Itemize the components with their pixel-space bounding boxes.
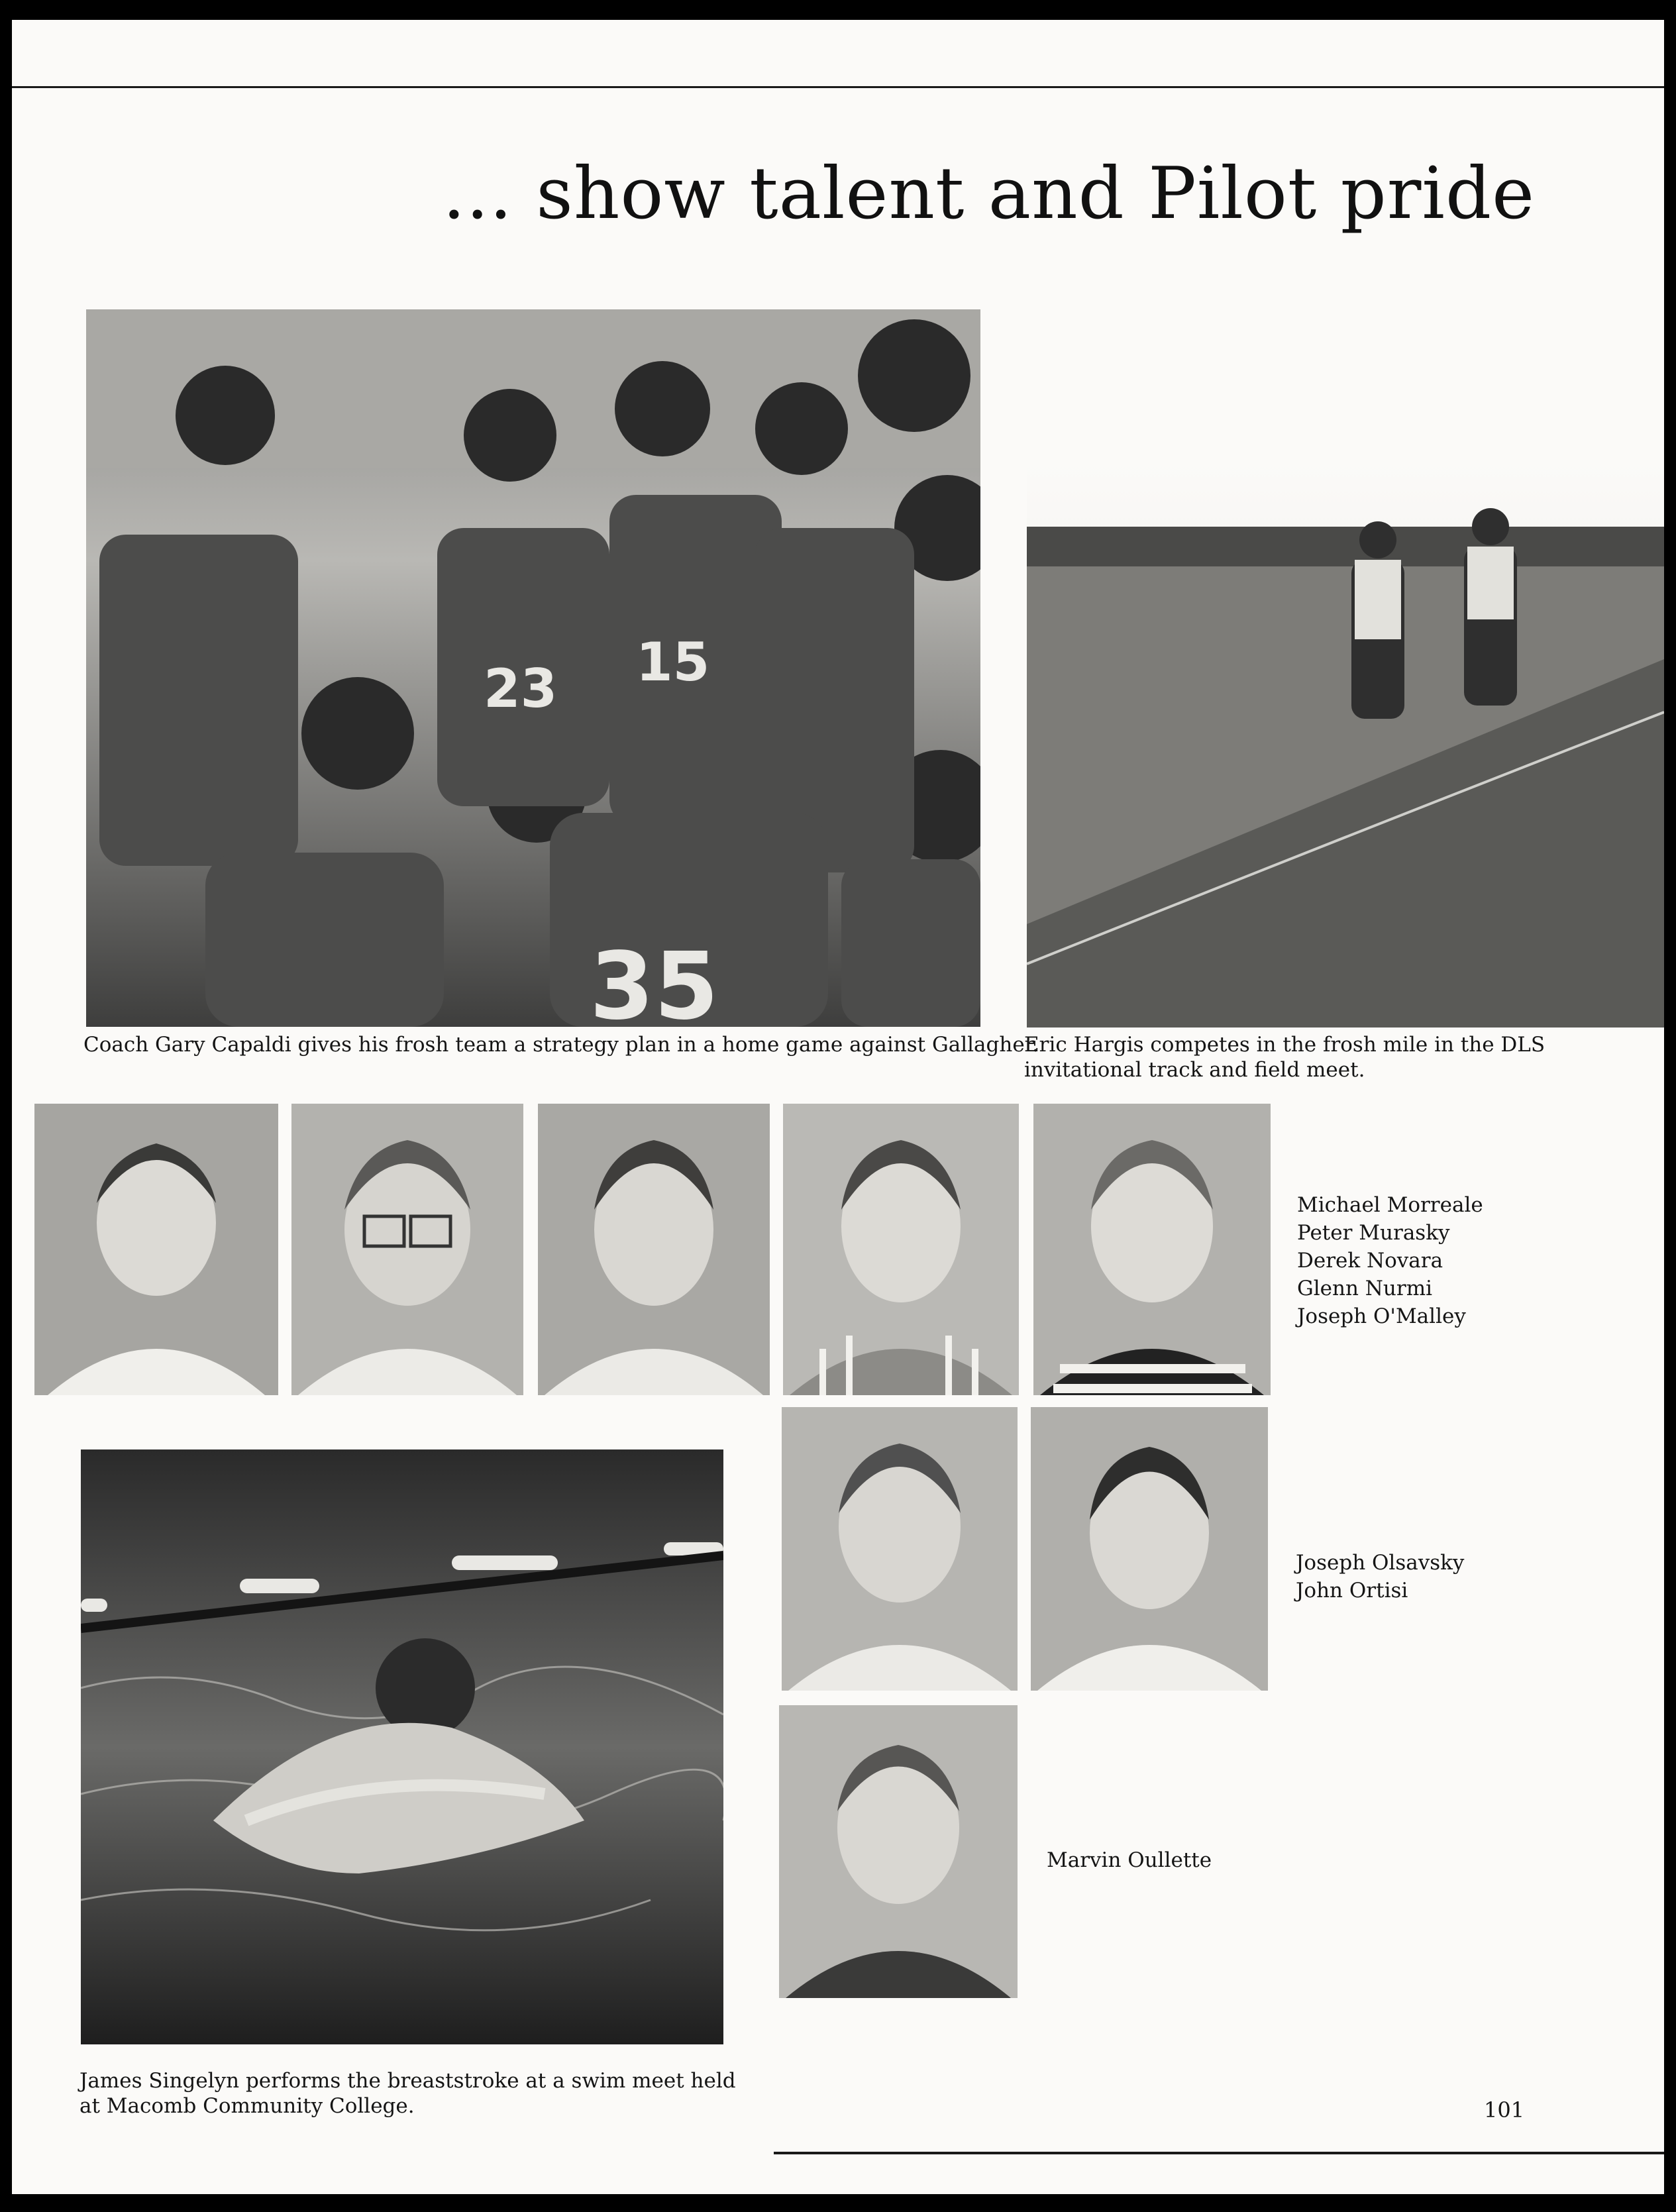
page-number: 101 <box>1484 2097 1525 2123</box>
portrait-joseph-omalley <box>1033 1104 1271 1395</box>
student-name: Michael Morreale <box>1297 1193 1483 1217</box>
basketball-huddle-photo <box>86 309 980 1027</box>
track-caption: Eric Hargis competes in the frosh mile in the DLS invitational track and field meet. <box>1024 1033 1545 1082</box>
names-row-1 <box>1297 1191 1483 1330</box>
portrait-marvin-oullette <box>779 1705 1018 1998</box>
svg-text:23: 23 <box>484 658 558 719</box>
portrait-glenn-nurmi <box>783 1104 1019 1395</box>
names-row-3 <box>1047 1846 1212 1874</box>
top-rule <box>12 86 1664 88</box>
portrait-joseph-olsavsky <box>782 1407 1018 1691</box>
portrait-michael-morreale <box>34 1104 278 1395</box>
portrait-peter-murasky <box>291 1104 523 1395</box>
bottom-rule <box>774 2152 1664 2154</box>
student-name: Glenn Nurmi <box>1297 1277 1433 1300</box>
student-name: Marvin Oullette <box>1047 1848 1212 1872</box>
portrait-derek-novara <box>538 1104 770 1395</box>
track-meet-photo <box>1027 460 1664 1027</box>
student-name: John Ortisi <box>1296 1579 1408 1603</box>
svg-text:35: 35 <box>590 933 719 1027</box>
page-title: ... show talent and Pilot pride <box>443 152 1535 235</box>
student-name: Joseph O'Malley <box>1297 1304 1466 1328</box>
portrait-john-ortisi <box>1031 1407 1268 1691</box>
swim-meet-photo <box>81 1449 723 2044</box>
yearbook-page <box>12 20 1664 2194</box>
basketball-caption: Coach Gary Capaldi gives his frosh team a strategy plan in a home game against Gallagher. <box>83 1033 1039 1057</box>
student-name: Derek Novara <box>1297 1249 1443 1273</box>
names-row-2 <box>1296 1549 1464 1605</box>
student-name: Joseph Olsavsky <box>1296 1551 1465 1575</box>
swim-caption: James Singelyn performs the breaststroke at a swim meet held at Macomb Community College. <box>79 2069 736 2118</box>
svg-text:15: 15 <box>636 631 710 693</box>
student-name: Peter Murasky <box>1297 1221 1450 1245</box>
